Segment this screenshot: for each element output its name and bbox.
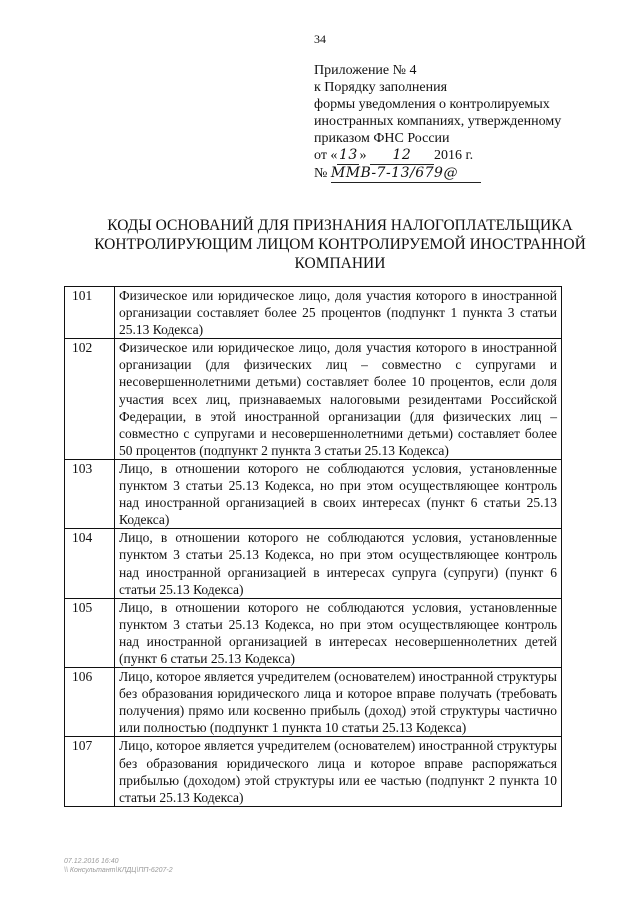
number-value: ММВ-7-13/679@ bbox=[331, 165, 481, 183]
page-number: 34 bbox=[314, 32, 326, 46]
footer-line: 07.12.2016 16:40 bbox=[64, 858, 119, 865]
date-day: 13 bbox=[339, 147, 358, 163]
description-cell: Лицо, в отношении которого не соблюдаются условия, установленные пунктом 3 статьи 25.13 Кодекса, но при этом осуществляющее контроль над иностранной организацией в интересах супруга (супруги) (пункт 6 статьи 25.13 Кодекса) bbox=[115, 529, 562, 598]
code-cell: 105 bbox=[65, 598, 115, 667]
appendix-line: к Порядку заполнения bbox=[314, 80, 448, 95]
appendix-block bbox=[314, 62, 634, 183]
code-cell: 101 bbox=[65, 287, 115, 339]
date-year: 2016 г. bbox=[433, 148, 474, 163]
description-cell: Физическое или юридическое лицо, доля участия которого в иностранной организации (для физических лиц – совместно с супругами и несовершеннолетними детьми) составляет более 10 процентов, если доля участия всех лиц, признаваемых налоговыми резидентами Российской Федерации, в этой иностранной организации (для физических лиц – совместно с супругами и несовершеннолетними детьми) составляет более 50 процентов (подпункт 2 пункта 3 статьи 25.13 Кодекса) bbox=[115, 339, 562, 460]
appendix-line: иностранных компаниях, утвержденному bbox=[314, 114, 562, 129]
date-prefix: от « bbox=[314, 148, 338, 163]
code-cell: 102 bbox=[65, 339, 115, 460]
footer-line: \\ Консультант\КЛДЦ\ПП-6207-2 bbox=[64, 867, 173, 874]
description-cell: Лицо, которое является учредителем (основателем) иностранной структуры без образования юридического лица и которое вправе получать (требовать получения) прямо или косвенно прибыль (доход) этой структуры частично или полностью (подпункт 1 пункта 10 статьи 25.13 Кодекса) bbox=[115, 668, 562, 737]
table-row bbox=[65, 598, 562, 667]
appendix-line: приказом ФНС России bbox=[314, 131, 450, 146]
document-title: КОДЫ ОСНОВАНИЙ ДЛЯ ПРИЗНАНИЯ НАЛОГОПЛАТЕЛЬЩИКА КОНТРОЛИРУЮЩИМ ЛИЦОМ КОНТРОЛИРУЕМОЙ ИНОСТРАННОЙ КОМПАНИИ bbox=[94, 217, 586, 272]
appendix-line: формы уведомления о контролируемых bbox=[314, 97, 550, 112]
order-number bbox=[314, 165, 634, 183]
table-row bbox=[65, 459, 562, 528]
codes-table bbox=[64, 286, 562, 807]
code-cell: 104 bbox=[65, 529, 115, 598]
number-prefix: № bbox=[314, 166, 328, 181]
table-row bbox=[65, 529, 562, 598]
footer-stamp bbox=[64, 857, 173, 875]
code-cell: 107 bbox=[65, 737, 115, 806]
description-cell: Физическое или юридическое лицо, доля участия которого в иностранной организации составляет более 25 процентов (подпункт 1 пункта 3 статьи 25.13 Кодекса) bbox=[115, 287, 562, 339]
table-row bbox=[65, 339, 562, 460]
table-row bbox=[65, 737, 562, 806]
description-cell: Лицо, в отношении которого не соблюдаются условия, установленные пунктом 3 статьи 25.13 Кодекса, но при этом осуществляющее контроль над иностранной организацией в интересах несовершеннолетних детей (пункт 6 статьи 25.13 Кодекса) bbox=[115, 598, 562, 667]
description-cell: Лицо, в отношении которого не соблюдаются условия, установленные пунктом 3 статьи 25.13 Кодекса, но при этом осуществляющее контроль над иностранной организацией в своих интересах (пункт 6 статьи 25.13 Кодекса) bbox=[115, 459, 562, 528]
order-date bbox=[314, 147, 634, 165]
table-row bbox=[65, 287, 562, 339]
code-cell: 106 bbox=[65, 668, 115, 737]
table-row bbox=[65, 668, 562, 737]
date-mid: » bbox=[359, 148, 367, 163]
date-month: 12 bbox=[370, 147, 434, 165]
description-cell: Лицо, которое является учредителем (основателем) иностранной структуры без образования юридического лица и которое вправе распоряжаться прибылью (доходом) этой структуры или ее частью (подпункт 2 пункта 10 статьи 25.13 Кодекса) bbox=[115, 737, 562, 806]
code-cell: 103 bbox=[65, 459, 115, 528]
appendix-line: Приложение № 4 bbox=[314, 63, 417, 78]
